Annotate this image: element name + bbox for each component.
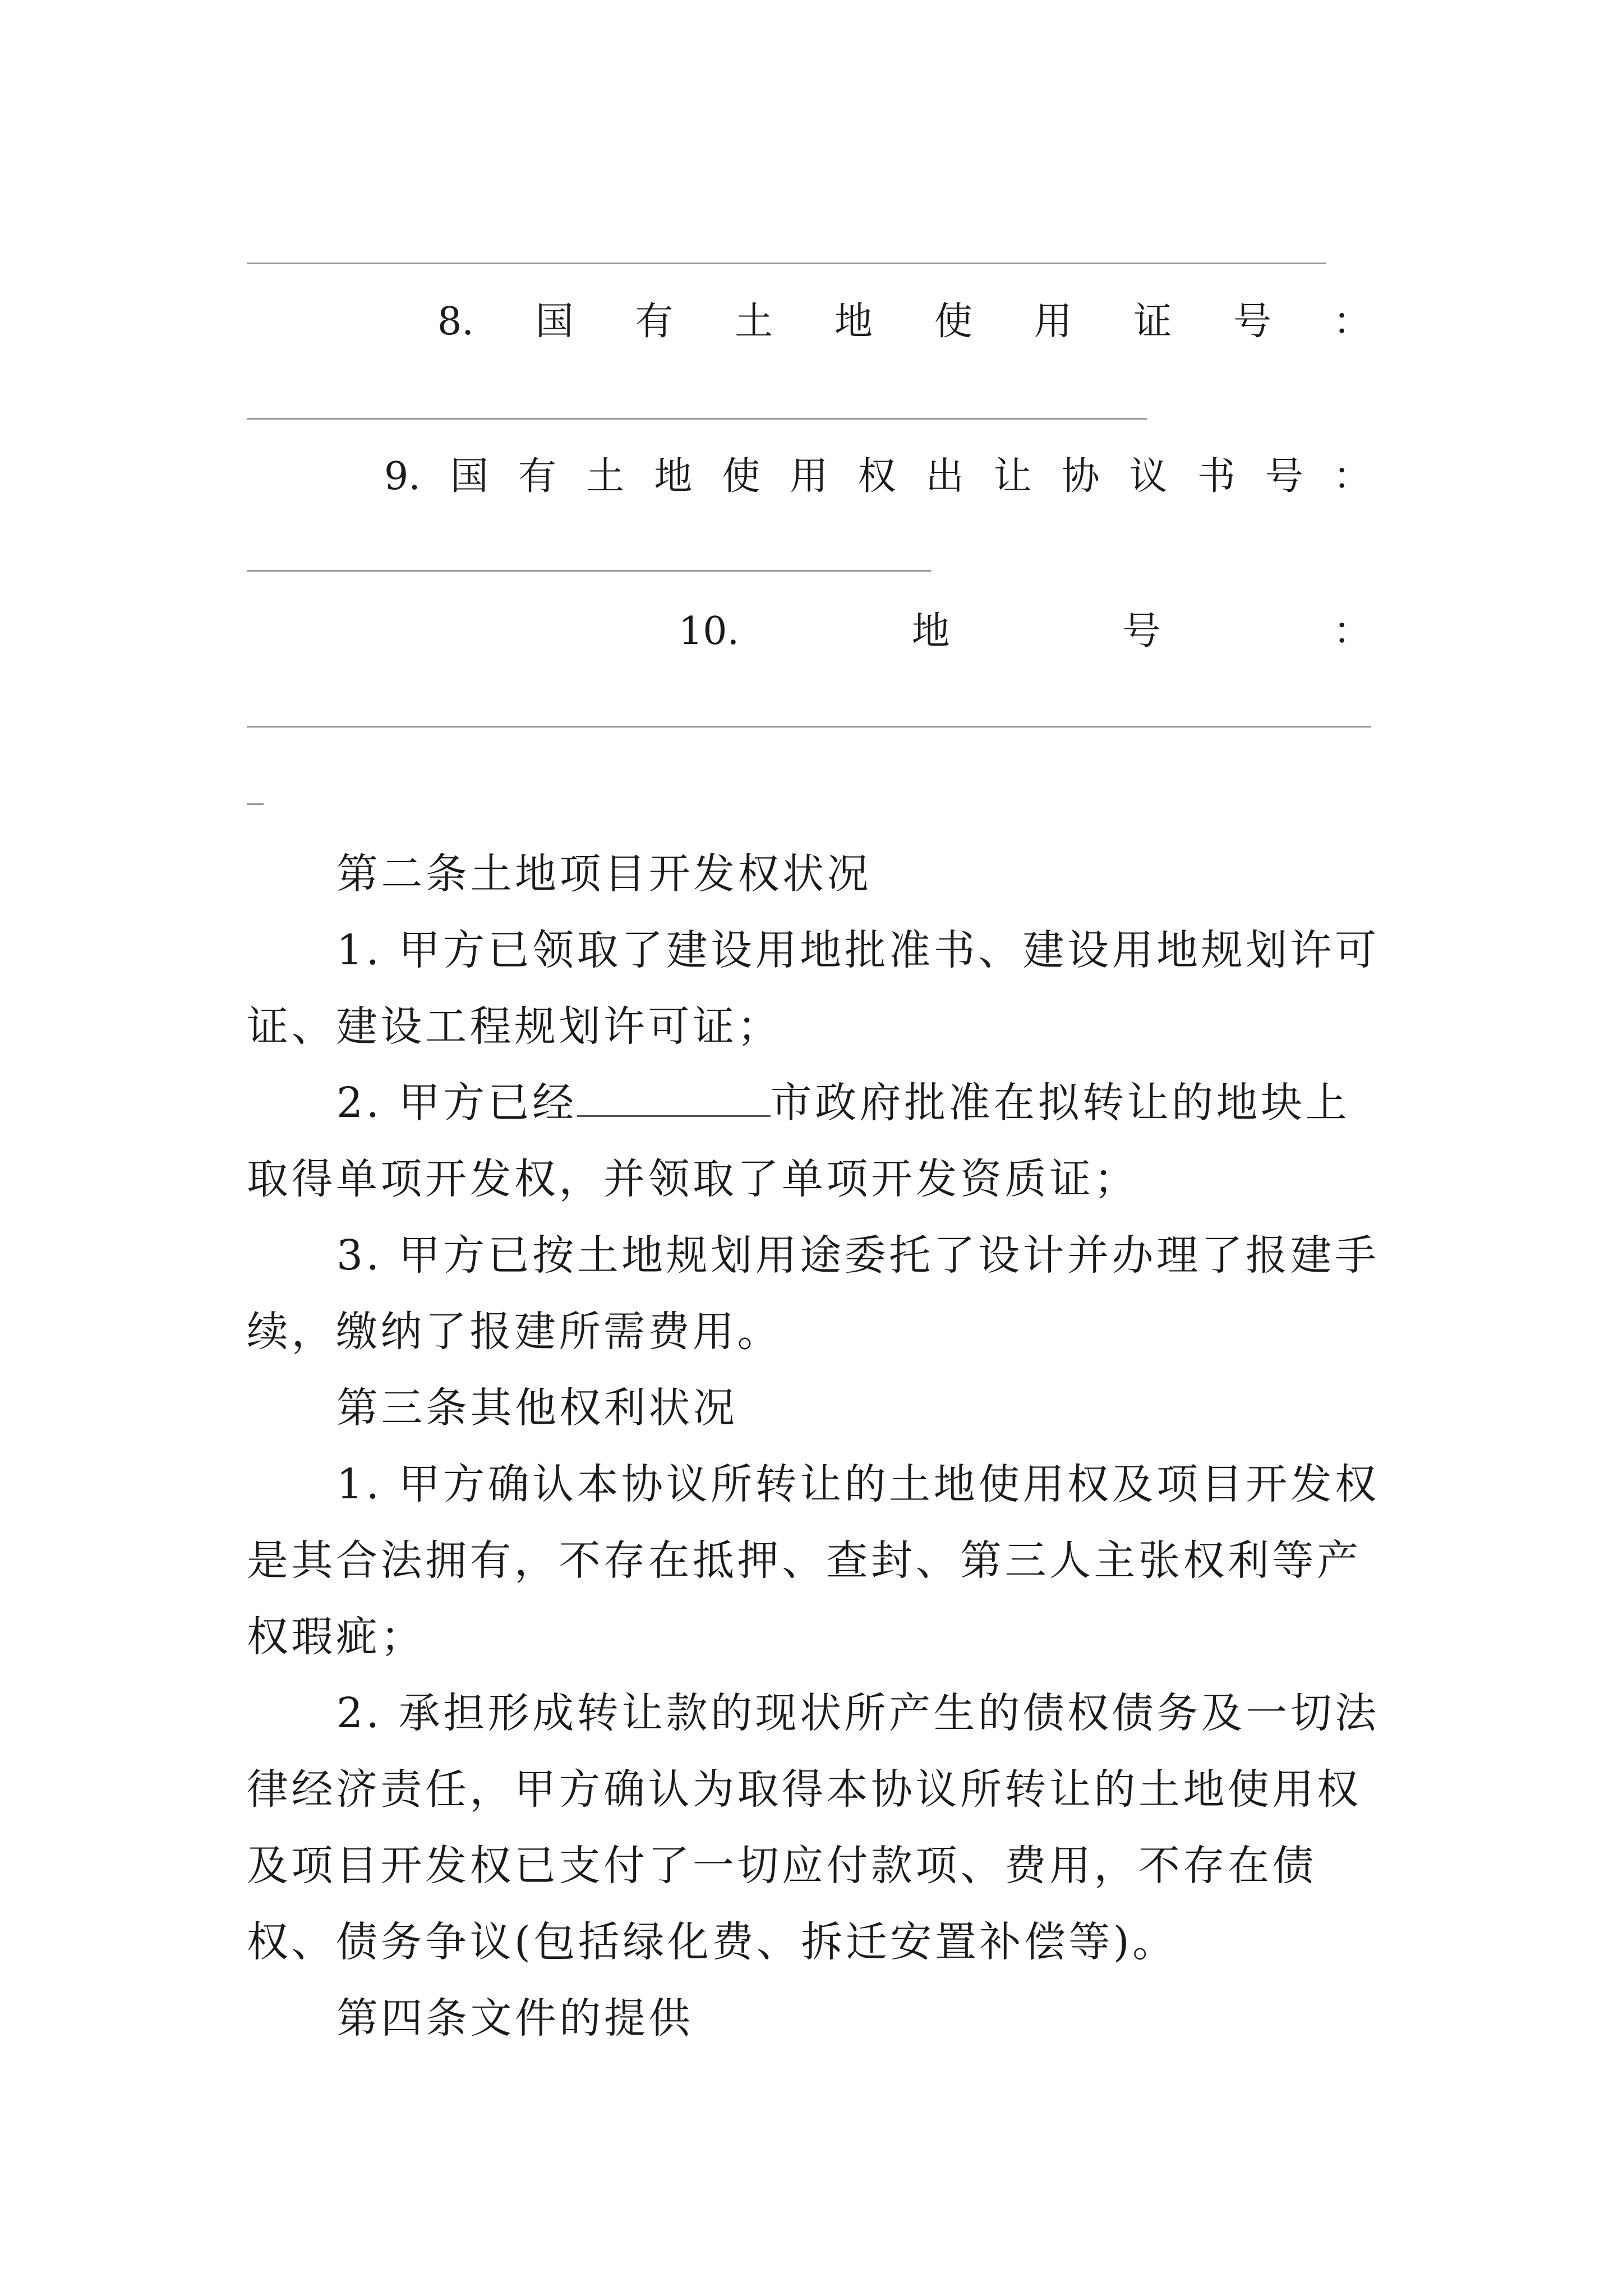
field-char: 议 (1129, 454, 1168, 499)
field-number: 8. (437, 300, 474, 344)
field-char: 土 (735, 300, 773, 344)
contract-body (247, 836, 1391, 2056)
article-3-item-1: 1. 甲方确认本协议所转让的土地使用权及项目开发权是其合法拥有，不存在抵押、查封、第三人主张权利等产权瑕疵； (247, 1460, 1380, 1661)
field-char: 地 (654, 454, 693, 499)
field-char: 号 (1122, 609, 1161, 654)
field-lot-no (247, 609, 1371, 654)
field-transfer-agreement-no (247, 454, 1371, 499)
field-char: 有 (635, 300, 674, 344)
field-number: 10. (679, 609, 740, 654)
article-2-title: 第二条土地项目开发权状况 (336, 850, 872, 898)
field-char: 出 (925, 454, 964, 499)
field-char: 证 (1133, 300, 1172, 344)
field-char: 土 (586, 454, 625, 499)
field-char: 用 (1034, 300, 1072, 344)
field-char: 国 (450, 454, 488, 499)
article-2-item-1: 1. 甲方已领取了建设用地批准书、建设用地规划许可证、建设工程规划许可证； (247, 926, 1380, 1051)
field-char: 书 (1197, 454, 1235, 499)
field-char: 有 (518, 454, 557, 499)
article-2-item-2-post: 市政府批准在拟转让的地块上取得单项开发权，并领取了单项开发资质证； (247, 1079, 1350, 1203)
field-char: 使 (722, 454, 760, 499)
field-char: 协 (1061, 454, 1100, 499)
blank-underline (577, 1074, 771, 1117)
field-char: 地 (911, 609, 950, 654)
field-char: 让 (993, 454, 1032, 499)
field-char: ： (1332, 300, 1371, 344)
field-char: 国 (535, 300, 574, 344)
article-2-item-2 (247, 1065, 1391, 1217)
fill-line (247, 263, 1326, 264)
field-land-use-certificate-no (247, 300, 1371, 344)
article-2-item-3: 3. 甲方已按土地规划用途委托了设计并办理了报建手续，缴纳了报建所需费用。 (247, 1231, 1380, 1356)
fill-line (247, 418, 1147, 420)
field-number: 9. (384, 454, 421, 499)
field-char: ： (1332, 609, 1371, 654)
fill-line-tail (247, 803, 264, 805)
field-char: 使 (934, 300, 972, 344)
article-3-title: 第三条其他权利状况 (336, 1384, 738, 1432)
article-3-item-2: 2. 承担形成转让款的现状所产生的债权债务及一切法律经济责任，甲方确认为取得本协议所转让的土地使用权及项目开发权已支付了一切应付款项、费用，不存在债权、债务争议(包括绿化费、拆迁安置补偿等)。 (247, 1689, 1380, 1966)
field-char: 权 (857, 454, 896, 499)
field-char: 号 (1265, 454, 1303, 499)
article-4-title: 第四条文件的提供 (336, 1994, 693, 2042)
field-char: ： (1332, 454, 1371, 499)
article-2-item-2-pre: 2. 甲方已经 (336, 1079, 577, 1127)
field-char: 号 (1233, 300, 1272, 344)
fill-line (247, 726, 1371, 728)
fill-line (247, 570, 931, 572)
field-char: 用 (790, 454, 828, 499)
field-char: 地 (834, 300, 873, 344)
